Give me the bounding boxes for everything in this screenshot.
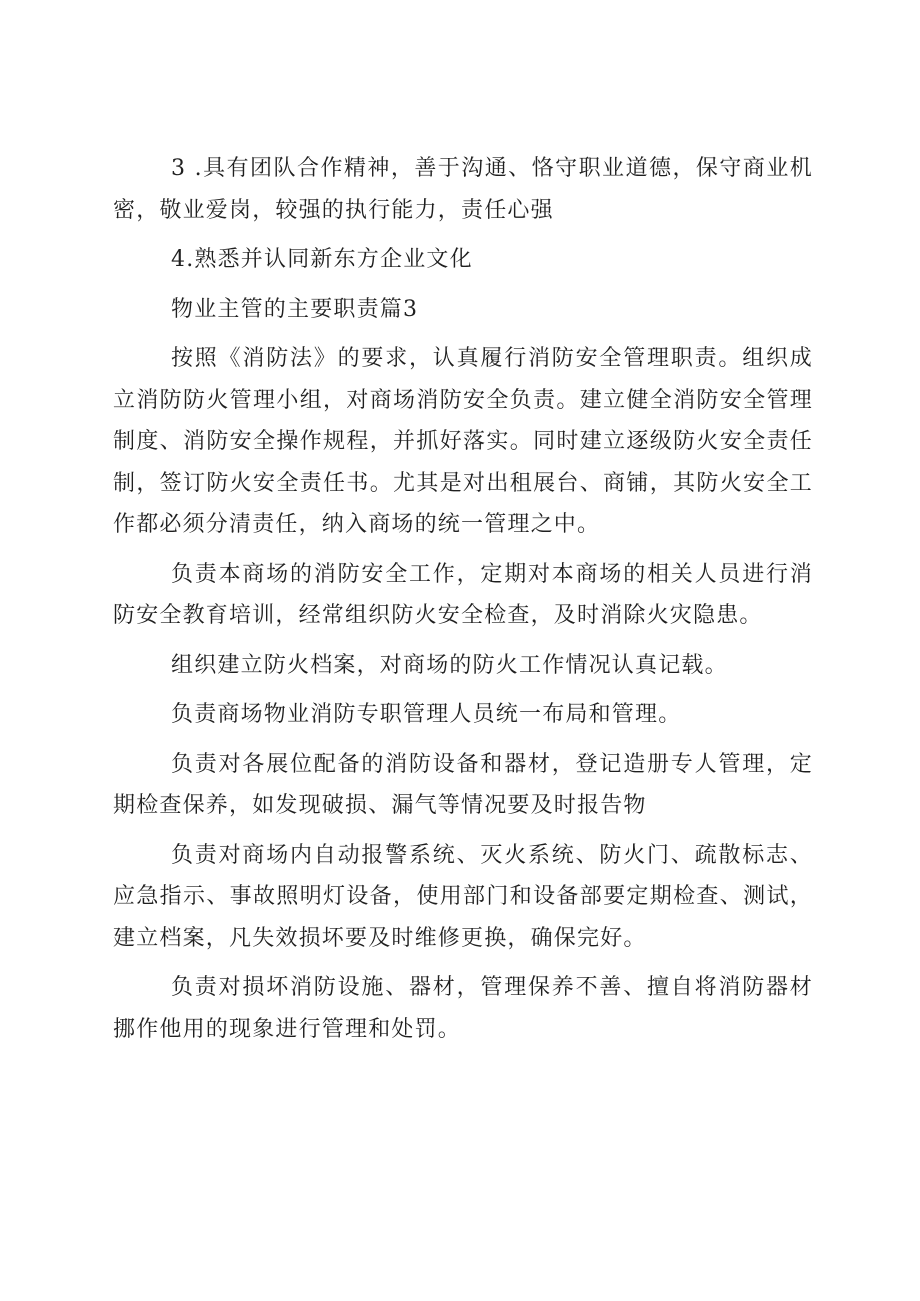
paragraph-spacer — [113, 231, 813, 239]
paragraph-spacer — [113, 736, 813, 744]
paragraph-fire-safety-work: 负责本商场的消防安全工作，定期对本商场的相关人员进行消防安全教育培训，经常组织防火安全检查，及时消除火灾隐患。 — [113, 561, 813, 628]
paragraph-spacer — [113, 959, 813, 967]
section-heading: 物业主管的主要职责篇3 — [171, 296, 419, 322]
paragraph-alarm-systems: 负责对商场内自动报警系统、灭火系统、防火门、疏散标志、应急指示、事故照明灯设备，使用部门和设备部要定期检查、测试，建立档案，凡失效损坏要及时维修更换，确保完好。 — [113, 842, 813, 951]
paragraph-spacer — [113, 686, 813, 694]
paragraph-spacer — [113, 330, 813, 338]
paragraph-requirement-4: 4.熟悉并认同新东方企业文化 — [171, 247, 473, 272]
paragraph-staff-management: 负责商场物业消防专职管理人员统一布局和管理。 — [171, 702, 682, 727]
paragraph-spacer — [113, 281, 813, 289]
paragraph-fire-archive: 组织建立防火档案，对商场的防火工作情况认真记载。 — [171, 652, 728, 678]
paragraph-spacer — [113, 637, 813, 645]
paragraph-penalties: 负责对损坏消防设施、器材，管理保养不善、擅自将消防器材挪作他用的现象进行管理和处罚。 — [113, 975, 813, 1042]
document-body — [113, 148, 813, 1050]
paragraph-spacer — [113, 546, 813, 554]
paragraph-equipment: 负责对各展位配备的消防设备和器材，登记造册专人管理，定期检查保养，如发现破损、漏气等情况要及时报告物 — [113, 751, 813, 818]
paragraph-spacer — [113, 827, 813, 835]
paragraph-fire-law: 按照《消防法》的要求，认真履行消防安全管理职责。组织成立消防防火管理小组，对商场消防安全负责。建立健全消防安全管理制度、消防安全操作规程，并抓好落实。同时建立逐级防火安全责任制，签订防火安全责任书。尤其是对出租展台、商铺，其防火安全工作都必须分清责任，纳入商场的统一管理之中。 — [113, 346, 813, 537]
paragraph-requirement-3: 3 .具有团队合作精神，善于沟通、恪守职业道德，保守商业机密，敬业爱岗，较强的执行能力，责任心强 — [113, 156, 813, 223]
